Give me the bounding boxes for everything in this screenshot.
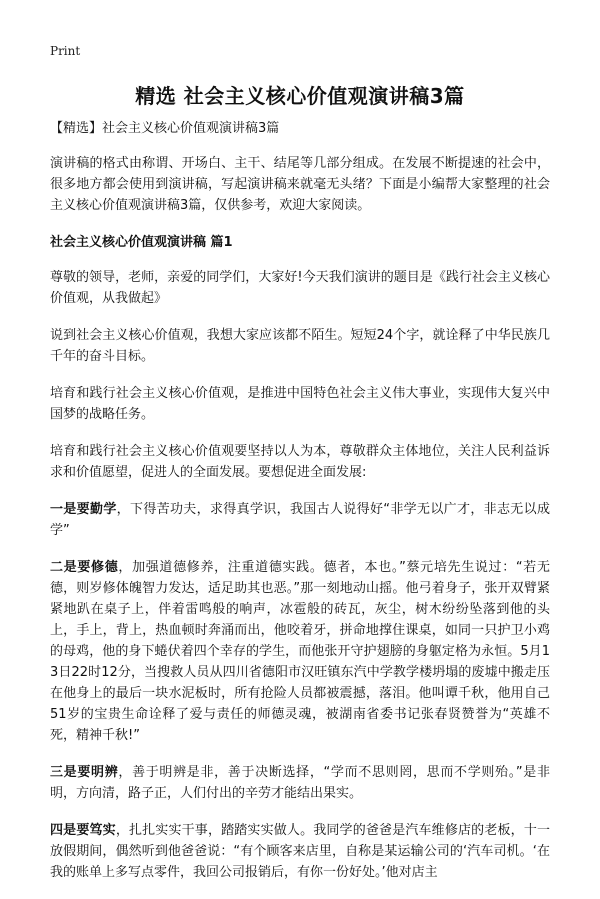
paragraph-people: 培育和践行社会主义核心价值观要坚持以人为本，尊敬群众主体地位，关注人民利益诉求和价值愿望，促进人的全面发展。要想促进全面发展: — [50, 444, 550, 480]
subtitle: 【精选】社会主义核心价值观演讲稿3篇 — [50, 121, 280, 136]
point-lead: 三是要明辨 — [50, 765, 119, 780]
point-text: ，善于明辨是非，善于决断选择，“学而不思则罔，思而不学则殆。”是非明，方向清，路子正，人们付出的辛劳才能结出果实。 — [50, 765, 550, 801]
point-virtue — [50, 557, 550, 746]
point-lead: 四是要笃实 — [50, 823, 116, 838]
intro-paragraph: 演讲稿的格式由称谓、开场白、主干、结尾等几部分组成。在发展不断提速的社会中，很多地方都会使用到演讲稿，写起演讲稿来就毫无头绪？下面是小编帮大家整理的社会主义核心价值观演讲稿3篇，仅供参考，欢迎大家阅读。 — [50, 156, 550, 213]
point-discernment — [50, 762, 550, 804]
point-text: ，下得苦功夫，求得真学识，我国古人说得好“非学无以广才，非志无以成学” — [50, 502, 550, 538]
paragraph-greeting: 尊敬的领导，老师，亲爱的同学们，大家好!今天我们演讲的题目是《践行社会主义核心价值观，从我做起》 — [50, 270, 550, 306]
point-lead: 二是要修德 — [50, 560, 119, 575]
point-lead: 一是要勤学 — [50, 502, 117, 517]
print-link[interactable]: Print — [50, 44, 81, 58]
point-practicality — [50, 820, 550, 883]
point-text: ，加强道德修养，注重道德实践。德者，本也。”蔡元培先生说过：“若无德，则岁修体魄智力发达，适足助其也恶。”那一刻地动山摇。他弓着身子，张开双臂紧紧地趴在桌子上，伴着雷鸣般的响声，冰雹般的砖瓦，灰尘，树木纷纷坠落到他的头上，手上，背上，热血顿时奔涌而出，他咬着牙，拼命地撑住课桌，如同一只护卫小鸡的母鸡，他的身下蜷伏着四个幸存的学生，而他张开守护翅膀的身躯定格为永恒。5月13日22时12分，当搜救人员从四川省德阳市汉旺镇东汽中学教学楼坍塌的废墟中搬走压在他身上的最后一块水泥板时，所有抢险人员都被震撼，落泪。他叫谭千秋，他用自己51岁的宝贵生命诠释了爱与责任的师德灵魂，被湖南省委书记张春贤赞誉为“英雄不死，精神千秋!” — [50, 560, 550, 743]
paragraph-values: 说到社会主义核心价值观，我想大家应该都不陌生。短短24个字，就诠释了中华民族几千年的奋斗目标。 — [50, 328, 550, 364]
section-heading: 社会主义核心价值观演讲稿 篇1 — [50, 235, 233, 250]
point-diligence — [50, 499, 550, 541]
paragraph-strategy: 培育和践行社会主义核心价值观，是推进中国特色社会主义伟大事业，实现伟大复兴中国梦的战略任务。 — [50, 386, 550, 422]
document-body — [50, 118, 550, 899]
page-title: 精选 社会主义核心价值观演讲稿3篇 — [135, 84, 465, 108]
point-text: ，扎扎实实干事，踏踏实实做人。我同学的爸爸是汽车维修店的老板，十一放假期间，偶然听到他爸爸说：“有个顾客来店里，自称是某运输公司的‘汽车司机。‘在我的账单上多写点零件，我回公司报销后，有你一份好处。’他对店主 — [50, 823, 550, 880]
